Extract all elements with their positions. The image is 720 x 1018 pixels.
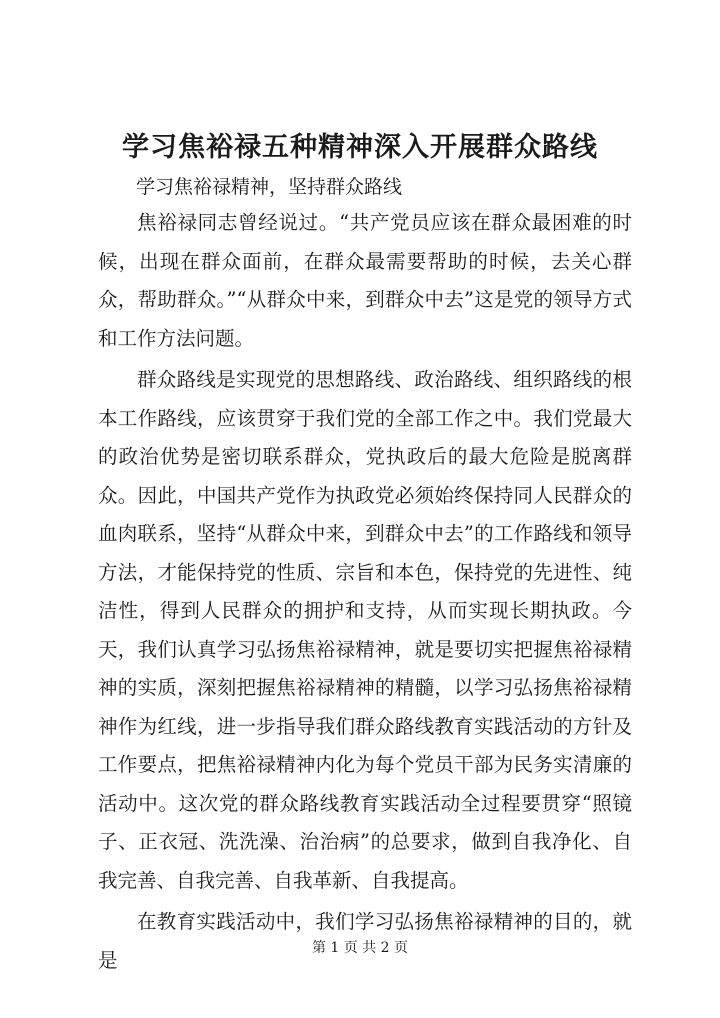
paragraph-2: 群众路线是实现党的思想路线、政治路线、组织路线的根本工作路线，应该贯穿于我们党的全部工作之中。我们党最大的政治优势是密切联系群众，党执政后的最大危险是脱离群众。因此，中国共产党作为执政党必须始终保持同人民群众的血肉联系，坚持“从群众中来，到群众中去”的工作路线和领导方法，才能保持党的性质、宗旨和本色，保持党的先进性、纯洁性，得到人民群众的拥护和支持，从而实现长期执政。今天，我们认真学习弘扬焦裕禄精神，就是要切实把握焦裕禄精神的实质，深刻把握焦裕禄精神的精髓，以学习弘扬焦裕禄精神作为红线，进一步指导我们群众路线教育实践活动的方针及工作要点，把焦裕禄精神内化为每个党员干部为民务实清廉的活动中。这次党的群众路线教育实践活动全过程要贯穿“照镜子、正衣冠、洗洗澡、治治病”的总要求，做到自我净化、自我完善、自我完善、自我革新、自我提高。 xyxy=(98,368,632,892)
document-title: 学习焦裕禄五种精神深入开展群众路线 xyxy=(122,132,598,163)
document-body xyxy=(98,204,632,983)
paragraph-1: 焦裕禄同志曾经说过。“共产党员应该在群众最困难的时候，出现在群众面前，在群众最需要帮助的时候，去关心群众，帮助群众。”“从群众中来，到群众中去”这是党的领导方式和工作方法问题。 xyxy=(98,211,632,350)
page-number-footer: 第 1 页 共 2 页 xyxy=(311,940,409,956)
document-subtitle: 学习焦裕禄精神，坚持群众路线 xyxy=(136,176,403,198)
paragraph-3: 在教育实践活动中，我们学习弘扬焦裕禄精神的目的，就是 xyxy=(98,910,632,972)
